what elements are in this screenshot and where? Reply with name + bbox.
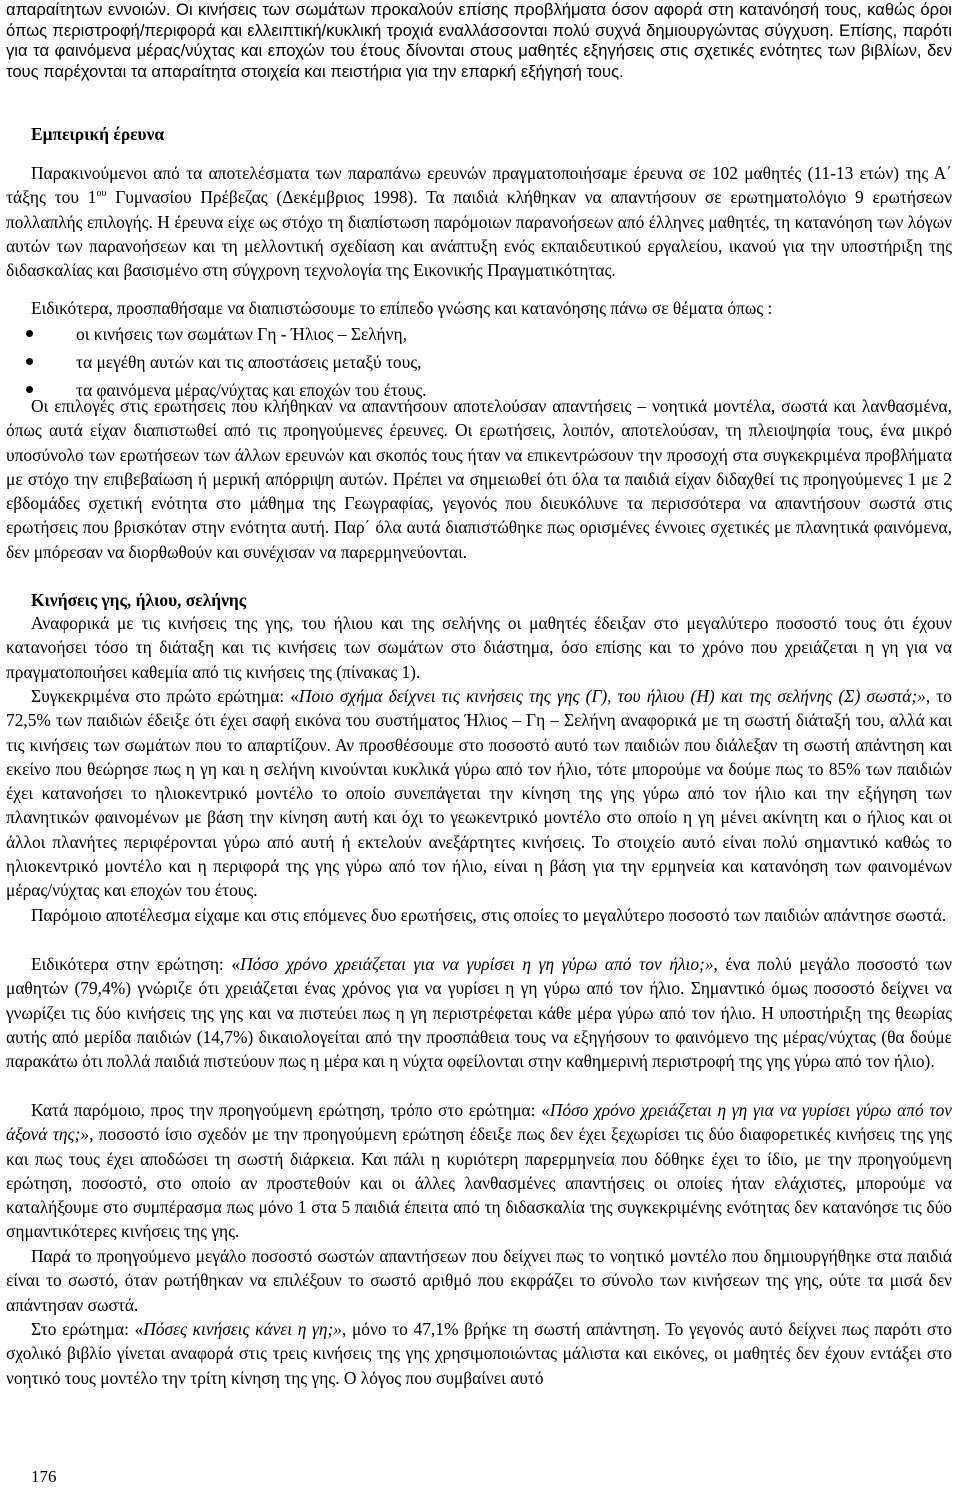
page-number: 176 — [31, 1467, 57, 1486]
motions-paragraph-4: Ειδικότερα στην ερώτηση: «Πόσο χρόνο χρειάζεται για να γυρίσει η γη γύρω από τον ήλιο;», ένα πολύ μεγάλο ποσοστό των μαθητών (79,4%) γνώριζε ότι χρειάζεται ένας χρόνος για να γυρίσει η γη γύρω από τον ήλιο. Σημαντικό όμως ποσοστό δείχνει να γνωρίζει τις δύο κινήσεις της γης και να πιστεύει πως η γη περιστρέφεται κάθε μέρα γύρω από τον ήλιο. Η υποστήριξη της θεωρίας αυτής από μερίδα παιδιών (14,7%) δικαιολογείται από την προσπάθεια τους να εξηγήσουν το φαινόμενο της μέρας/νύχτας (θα δούμε παρακάτω ότι πολλά παιδιά πιστεύουν πως η μέρα και η νύχτα οφείλονται στην καθημερινή περιστροφή της γης γύρω από τον ήλιο). — [6, 954, 952, 1072]
bullet-icon — [26, 358, 33, 365]
list-item: τα φαινόμενα μέρας/νύχτας και εποχών του έτους. — [20, 376, 920, 404]
motions-paragraph-7: Στο ερώτημα: «Πόσες κινήσεις κάνει η γη;», μόνο το 47,1% βρήκε τη σωστή απάντηση. Το γεγονός αυτό δείχνει πως παρότι στο σχολικό βιβλίο γίνεται αναφορά στις τρεις κινήσεις της γης χρησιμοποιώντας μάλιστα και εικόνες, οι μαθητές δεν έχουν εντάξει στο νοητικό τους μοντέλο την τρίτη κίνηση της γης. Ο λόγος που συμβαίνει αυτό — [6, 1319, 952, 1388]
topics-list — [20, 320, 920, 404]
answers-paragraph: Οι επιλογές στις ερωτήσεις που κλήθηκαν να απαντήσουν αποτελούσαν απαντήσεις – νοητικά μοντέλα, σωστά και λανθασμένα, όπως αυτά είχαν διαπιστωθεί από τις προηγούμενες έρευνες. Οι ερωτήσεις, λοιπόν, αποτελούσαν, τη πλειοψηφία τους, ένα μικρό υποσύνολο των ερωτήσεων των άλλων ερευνών και σκοπός τους ήταν να επικεντρώσουν την προσοχή στα συγκεκριμένα προβλήματα με στόχο την επιβεβαίωση ή μερική απόρριψη αυτών. Πρέπει να σημειωθεί ότι όλα τα παιδιά είχαν διδαχθεί τις προηγούμενες 1 με 2 εβδομάδες σχετική ενότητα στο μάθημα της Γεωγραφίας, γεγονός που διευκόλυνε τα περισσότερα να απαντήσουν σωστά στις ερωτήσεις που βρισκόταν στην ενότητα αυτή. Παρ΄ όλα αυτά διαπιστώθηκε πως ορισμένες έννοιες σχετικές με πλανητικά φαινόμενα, δεν μπόρεσαν να διορθωθούν και συνέχισαν να παρερμηνεύονται. — [6, 396, 952, 562]
motions-paragraph-5: Κατά παρόμοιο, προς την προηγούμενη ερώτηση, τρόπο στο ερώτημα: «Πόσο χρόνο χρειάζεται η γη για να γυρίσει γύρω από τον άξονά της;», ποσοστό ίσιο σχεδόν με την προηγούμενη ερώτηση έδειξε πως δεν έχει ξεχωρίσει τις δύο διαφορετικές κινήσεις της γης και πως τους έχει αποδώσει τη σωστή διάρκεια. Και πάλι η κυριότερη παρερμηνεία που δόθηκε έχει το ίδιο, με την προηγούμενη ερώτηση, ποσοστό, στο οποίο αν προστεθούν και οι άλλες λανθασμένες απαντήσεις οι οποίες ήταν ελάχιστες, μπορούμε να καταλήξουμε στο συμπέρασμα πως μόνο 1 στα 5 παιδιά έπειτα από τη διδασκαλία της συγκεκριμένης ενότητας δεν κατανόησε τις δύο σημαντικότερες κινήσεις της γης. — [6, 1100, 952, 1242]
motions-paragraph-2: Συγκεκριμένα στο πρώτο ερώτημα: «Ποιο σχήμα δείχνει τις κινήσεις της γης (Γ), του ήλιου (Η) και της σελήνης (Σ) σωστά;», το 72,5% των παιδιών έδειξε ότι έχει σαφή εικόνα του συστήματος Ήλιος – Γη – Σελήνη αναφορικά με τη σωστή διάταξή του, αλλά και τις κινήσεις των σωμάτων που το απαρτίζουν. Αν προσθέσουμε στο ποσοστό αυτό των παιδιών που διάλεξαν τη σωστή απάντηση και εκείνο που θεώρησε πως η γη και η σελήνη κινούνται κυκλικά γύρω από τον ήλιο, τότε μπορούμε να δούμε πως το 85% των παιδιών έχει κατανοήσει το ηλιοκεντρικό μοντέλο το οποίο συνεπάγεται την κίνηση της γης γύρω από τον ήλιο και την εξήγηση των πλανητικών φαινομένων με βάση την κίνηση αυτή και όχι το γεωκεντρικό μοντέλο στο οποίο η γη μένει ακίνητη και ο ήλιος και οι άλλοι πλανήτες περιφέρονται γύρω από αυτή ή εκτελούν ανεξάρτητες κινήσεις. Το στοιχείο αυτό είναι πολύ σημαντικό καθώς το ηλιοκεντρικό μοντέλο και η περιφορά της γης γύρω από τον ήλιο, είναι η βάση για την ερμηνεία και κατανόηση των φαινομένων μέρας/νύχτας και εποχών του έτους. — [6, 686, 952, 901]
list-item: οι κινήσεις των σωμάτων Γη - Ήλιος – Σελήνη, — [20, 320, 920, 348]
motions-paragraph-1: Αναφορικά με τις κινήσεις της γης, του ήλιου και της σελήνης οι μαθητές έδειξαν στο μεγαλύτερο ποσοστό τους ότι έχουν κατανοήσει τόσο τη διάταξη και τις κινήσεις των σωμάτων στο διάστημα, όσο επίσης και το χρόνο που χρειάζεται η γη για να πραγματοποιήσει καθεμία από τις κινήσεις της (πίνακας 1). — [6, 613, 952, 682]
motions-paragraph-3: Παρόμοιο αποτέλεσμα είχαμε και στις επόμενες δυο ερωτήσεις, στις οποίες το μεγαλύτερο ποσοστό των παιδιών απάντησε σωστά. — [31, 905, 947, 925]
bullet-icon — [26, 330, 33, 337]
section-heading-empirical-research: Εμπειρική έρευνα — [31, 124, 165, 144]
topics-intro: Ειδικότερα, προσπαθήσαμε να διαπιστώσουμε το επίπεδο γνώσης και κατανόησης πάνω σε θέματα όπως : — [31, 298, 773, 318]
research-paragraph: Παρακινούμενοι από τα αποτελέσματα των παραπάνω ερευνών πραγματοποιήσαμε έρευνα σε 102 μαθητές (11-13 ετών) της Α΄ τάξης του $1^{o\upsilon}$ Γυμνασίου Πρέβεζας (Δεκέμβριος 1998). Τα παιδιά κλήθηκαν να απαντήσουν σε ερωτηματολόγιο 9 ερωτήσεων πολλαπλής επιλογής. Η έρευνα είχε ως στόχο τη διαπίστωση παρόμοιων παρανοήσεων από έλληνες μαθητές, τη κατανόηση των λόγων αυτών των παρανοήσεων και τη μελλοντική σχεδίαση και ανάπτυξη ενός εκπαιδευτικού εργαλείου, ικανού για την υποστήριξη της διδασκαλίας και βασισμένο στη σύγχρονη τεχνολογία της Εικονικής Πραγματικότητας. — [6, 163, 952, 281]
section-heading-motions: Κινήσεις γης, ήλιου, σελήνης — [31, 590, 247, 610]
bullet-icon — [26, 386, 33, 393]
top-paragraph: απαραίτητων εννοιών. Οι κινήσεις των σωμάτων προκαλούν επίσης προβλήματα όσον αφορά στη κατανόησή τους, καθώς όροι όπως περιστροφή/περιφορά και ελλειπτική/κυκλική τροχιά εναλλάσσονται πολύ συχνά δημιουργώντας σύγχυση. Επίσης, παρότι για τα φαινόμενα μέρας/νύχτας και εποχών του έτους δίνονται στους μαθητές εξηγήσεις στις σχετικές ενότητες των βιβλίων, δεν τους παρέχονται τα απαραίτητα στοιχεία και πειστήρια για την επαρκή εξήγησή τους. — [6, 0, 952, 81]
motions-paragraph-6: Παρά το προηγούμενο μεγάλο ποσοστό σωστών απαντήσεων που δείχνει πως το νοητικό μοντέλο που δημιουργήθηκε στα παιδιά είναι το σωστό, όταν ρωτήθηκαν να επιλέξουν το σωστό αριθμό που εκφράζει το σύνολο των κινήσεων της γης, ούτε τα μισά δεν απάντησαν σωστά. — [6, 1246, 952, 1315]
list-item: τα μεγέθη αυτών και τις αποστάσεις μεταξύ τους, — [20, 348, 920, 376]
